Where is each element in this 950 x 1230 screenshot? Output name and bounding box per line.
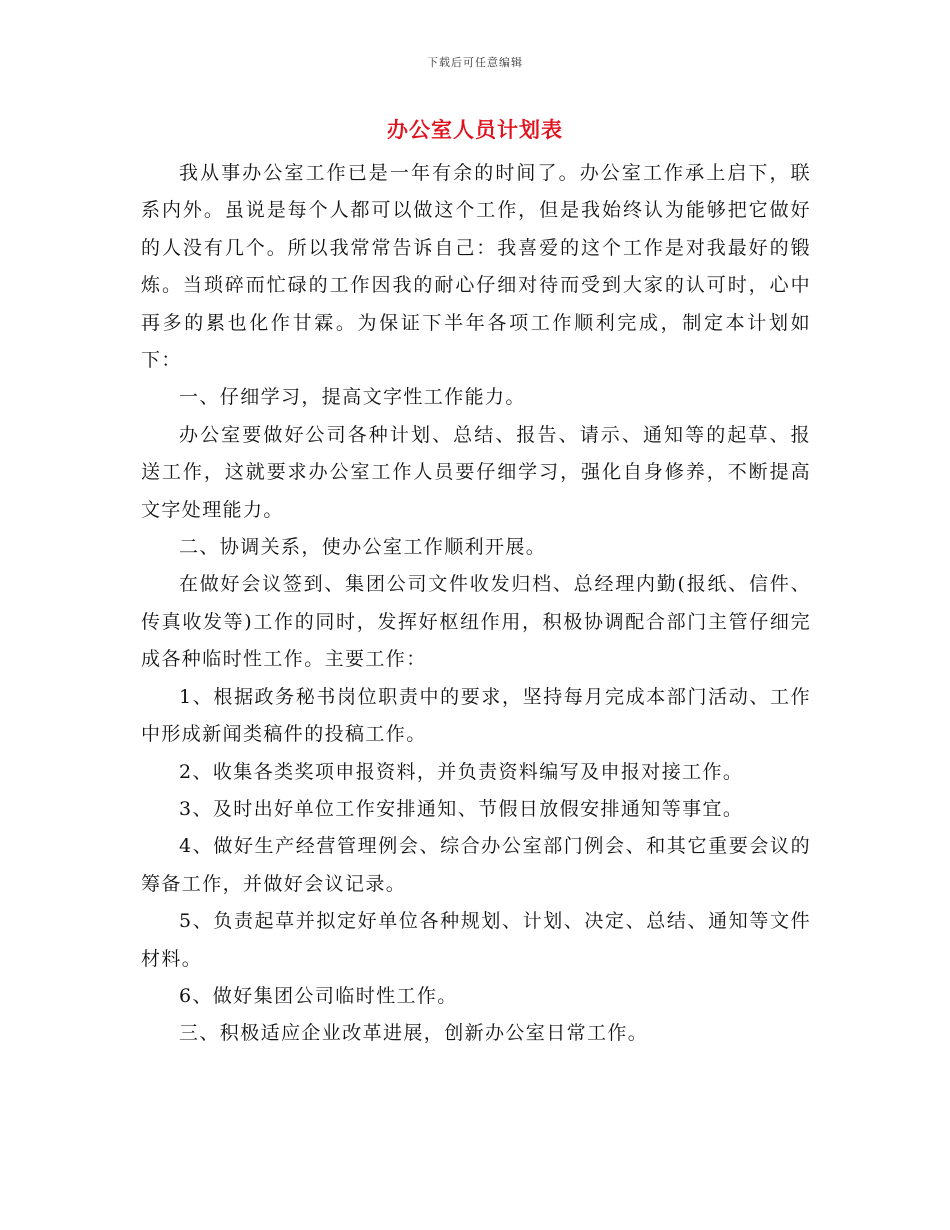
body-paragraph: 在做好会议签到、集团公司文件收发归档、总经理内勤(报纸、信件、传真收发等)工作的同时，发挥好枢纽作用，积极协调配合部门主管仔细完成各种临时性工作。主要工作： [141,573,811,671]
list-item-2: 2、收集各类奖项申报资料，并负责资料编写及申报对接工作。 [179,760,744,783]
list-item-4: 4、做好生产经营管理例会、综合办公室部门例会、和其它重要会议的筹备工作，并做好会议记录。 [141,835,811,895]
page-header-note: 下载后可任意编辑 [427,56,523,69]
document-title: 办公室人员计划表 [387,117,563,142]
body-paragraph: 办公室要做好公司各种计划、总结、报告、请示、通知等的起草、报送工作，这就要求办公室工作人员要仔细学习，强化自身修养，不断提高文字处理能力。 [141,423,811,521]
document-body [141,155,811,1053]
section-heading-2: 二、协调关系，使办公室工作顺利开展。 [179,536,547,559]
section-heading-1: 一、仔细学习，提高文字性工作能力。 [179,386,526,409]
section-heading-3: 三、积极适应企业改革进展，创新办公室日常工作。 [179,1022,649,1045]
list-item-3: 3、及时出好单位工作安排通知、节假日放假安排通知等事宜。 [179,797,744,820]
list-item-6: 6、做好集团公司临时性工作。 [179,984,458,1007]
list-item-5: 5、负责起草并拟定好单位各种规划、计划、决定、总结、通知等文件材料。 [141,910,811,970]
intro-paragraph: 我从事办公室工作已是一年有余的时间了。办公室工作承上启下，联系内外。虽说是每个人都可以做这个工作，但是我始终认为能够把它做好的人没有几个。所以我常常告诉自己：我喜爱的这个工作是对我最好的锻炼。当琐碎而忙碌的工作因我的耐心仔细对待而受到大家的认可时，心中再多的累也化作甘霖。为保证下半年各项工作顺利完成，制定本计划如下： [141,162,811,372]
list-item-1: 1、根据政务秘书岗位职责中的要求，坚持每月完成本部门活动、工作中形成新闻类稿件的投稿工作。 [141,685,811,746]
